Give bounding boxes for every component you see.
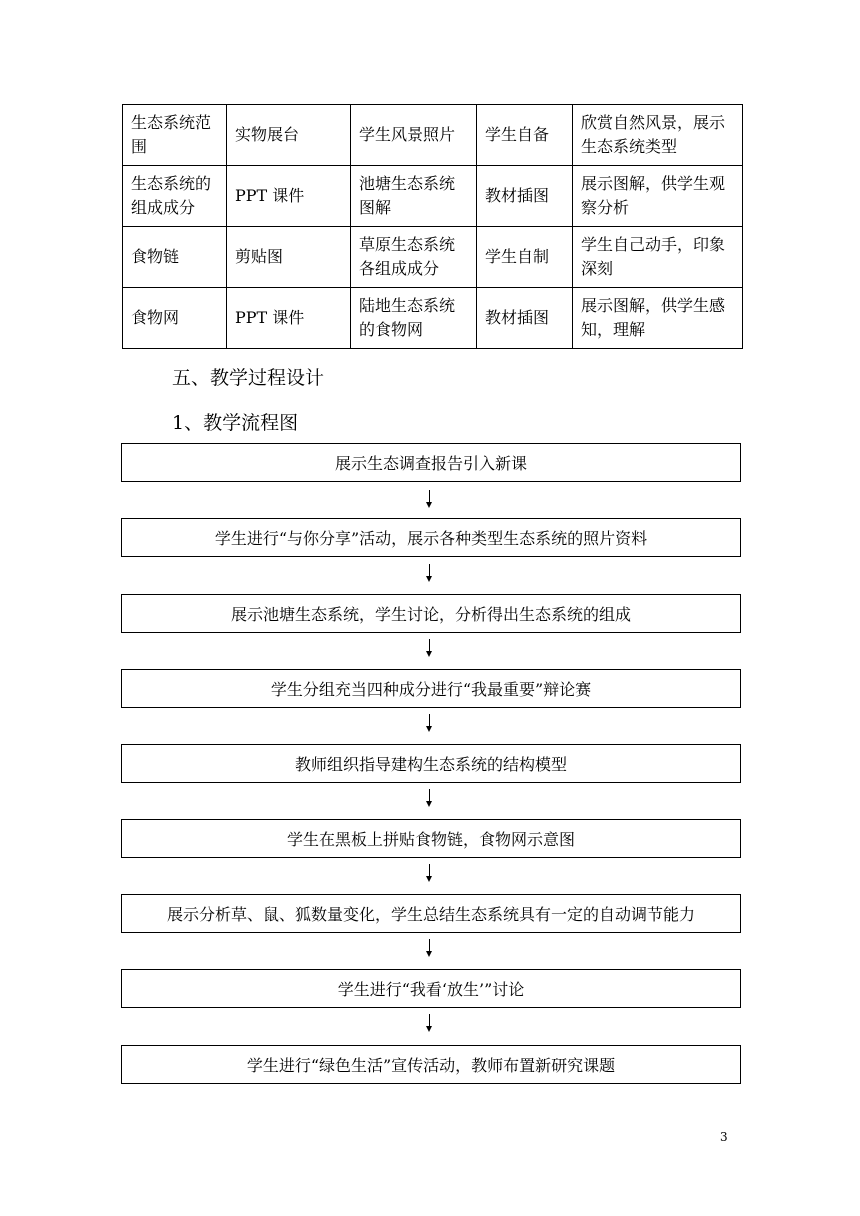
table-row xyxy=(123,105,743,166)
table-cell: 陆地生态系统的食物网 xyxy=(351,288,477,349)
table-cell: 学生风景照片 xyxy=(351,105,477,166)
arrow-down-icon xyxy=(429,714,431,732)
arrow-down-icon xyxy=(429,490,431,508)
flow-step-box: 展示池塘生态系统，学生讨论，分析得出生态系统的组成 xyxy=(121,594,741,633)
table-row xyxy=(123,227,743,288)
arrow-down-icon xyxy=(429,939,431,957)
table-cell: PPT 课件 xyxy=(227,288,351,349)
flow-step-box: 学生在黑板上拼贴食物链，食物网示意图 xyxy=(121,819,741,858)
table-cell: 欣赏自然风景，展示生态系统类型 xyxy=(573,105,743,166)
flow-step-box: 学生分组充当四种成分进行“我最重要”辩论赛 xyxy=(121,669,741,708)
flow-step-box: 展示生态调查报告引入新课 xyxy=(121,443,741,482)
table-cell: 学生自己动手，印象深刻 xyxy=(573,227,743,288)
teaching-resources-table xyxy=(122,104,743,349)
flow-step-box: 学生进行“我看‘放生’”讨论 xyxy=(121,969,741,1008)
flow-step-box: 学生进行“与你分享”活动，展示各种类型生态系统的照片资料 xyxy=(121,518,741,557)
table-cell: 草原生态系统各组成成分 xyxy=(351,227,477,288)
table-cell: 食物网 xyxy=(123,288,227,349)
arrow-down-icon xyxy=(429,639,431,657)
table-row xyxy=(123,288,743,349)
table-cell: 教材插图 xyxy=(477,288,573,349)
section-heading: 五、教学过程设计 xyxy=(172,367,325,389)
table-cell: 实物展台 xyxy=(227,105,351,166)
table-cell: 教材插图 xyxy=(477,166,573,227)
table-cell: 学生自制 xyxy=(477,227,573,288)
table-cell: 展示图解，供学生感知，理解 xyxy=(573,288,743,349)
flow-step-box: 展示分析草、鼠、狐数量变化，学生总结生态系统具有一定的自动调节能力 xyxy=(121,894,741,933)
table-cell: 食物链 xyxy=(123,227,227,288)
sub-heading: 1、教学流程图 xyxy=(172,412,299,434)
table-cell: 学生自备 xyxy=(477,105,573,166)
flow-step-box: 学生进行“绿色生活”宣传活动，教师布置新研究课题 xyxy=(121,1045,741,1084)
table-cell: 生态系统范围 xyxy=(123,105,227,166)
arrow-down-icon xyxy=(429,864,431,882)
arrow-down-icon xyxy=(429,564,431,582)
table-cell: 池塘生态系统图解 xyxy=(351,166,477,227)
arrow-down-icon xyxy=(429,789,431,807)
table-cell: 展示图解，供学生观察分析 xyxy=(573,166,743,227)
table-cell: 生态系统的组成成分 xyxy=(123,166,227,227)
arrow-down-icon xyxy=(429,1014,431,1032)
table-cell: PPT 课件 xyxy=(227,166,351,227)
table-row xyxy=(123,166,743,227)
page-number: 3 xyxy=(720,1130,728,1144)
table-cell: 剪贴图 xyxy=(227,227,351,288)
flow-step-box: 教师组织指导建构生态系统的结构模型 xyxy=(121,744,741,783)
